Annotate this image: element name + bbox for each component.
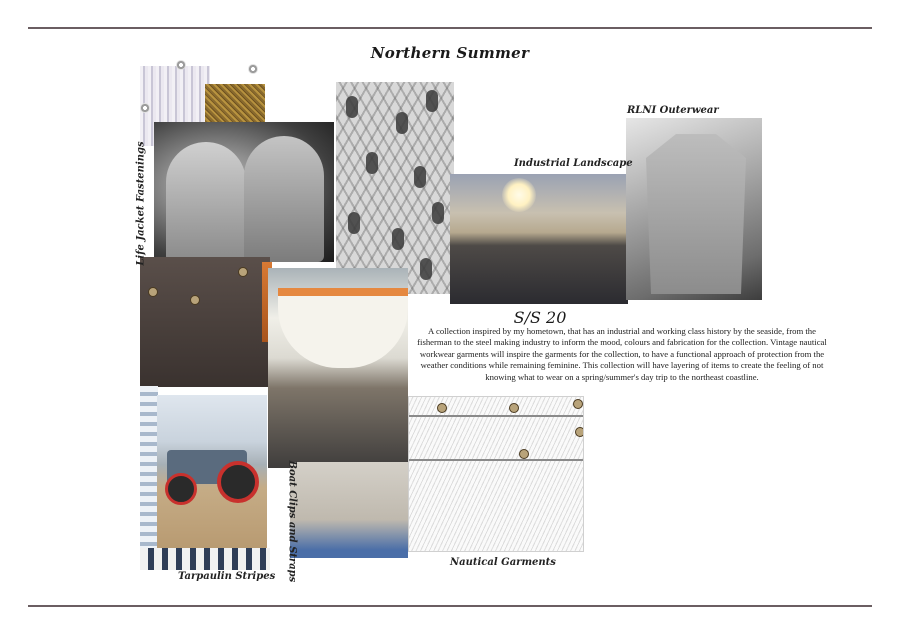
caption-boat: Boat Clips and Straps <box>286 460 298 583</box>
top-rule <box>28 27 872 29</box>
season-title: S/S 20 <box>513 308 567 327</box>
eyelet-icon <box>248 64 258 74</box>
bottom-rule <box>28 605 872 607</box>
knit-pattern-image <box>336 82 454 294</box>
blue-stripe-fabric <box>140 386 158 568</box>
caption-tarpaulin: Tarpaulin Stripes <box>178 571 276 582</box>
garment-sketch <box>408 396 584 552</box>
canvas-tarp-photo <box>290 462 408 558</box>
caption-nautical: Nautical Garments <box>450 557 556 568</box>
tractor-photo <box>157 395 267 550</box>
caption-life-jacket: Life Jacket Fastenings <box>135 141 147 266</box>
tarpaulin-stripe-fabric <box>140 548 270 570</box>
boat-straps-photo <box>268 268 408 468</box>
lifeboatmen-photo <box>154 122 334 262</box>
caption-industrial: Industrial Landscape <box>514 158 633 169</box>
collection-description: A collection inspired by my hometown, that has an industrial and working class history by the seaside, from the fisherman to the steel making industry to inform the mood, colours and fabrication for the collection. Vintage nautical workwear garments will inspire the garments for the collection, to have a functional approach of protection from the weather conditions while remaining feminine. This collection will have layering of items to create the feeling of not knowing what to wear on a spring/summer's day trip to the northeast coastline. <box>417 326 827 382</box>
outerwear-photo <box>626 118 762 300</box>
industrial-landscape-photo <box>450 174 628 304</box>
eyelet-icon <box>140 103 150 113</box>
board-title: Northern Summer <box>370 44 530 62</box>
caption-outerwear: RLNI Outerwear <box>627 105 719 116</box>
eyelet-icon <box>176 60 186 70</box>
